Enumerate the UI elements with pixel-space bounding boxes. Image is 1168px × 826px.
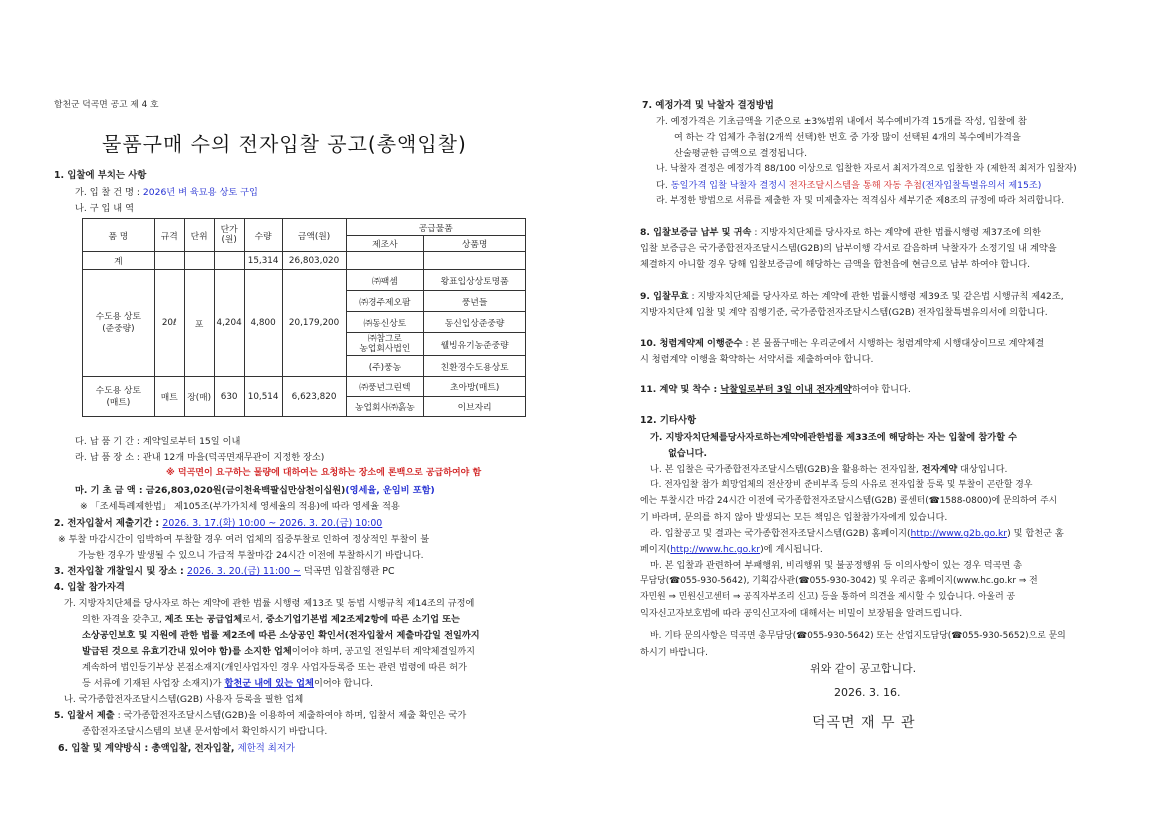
qualification-line-6: 등 서류에 기재된 사업장 소재지)가 합천군 내에 있는 업체이어야 합니다.: [82, 678, 374, 689]
other-ba-line-2: 하시기 바랍니다.: [640, 647, 708, 658]
row1-maker: ㈜경주제오팜: [346, 291, 424, 312]
row2-product: 초아방(매트): [424, 377, 526, 397]
qualification-g2b: 나. 국가종합전자조달시스템(G2B) 사용자 등록을 필한 업체: [64, 694, 304, 705]
qualification-line-1: 가. 지방자치단체를 당사자로 하는 계약에 관한 법률 시행령 제13조 및 동법 시행규칙 제14조의 규정에: [64, 598, 475, 609]
header-spec: 규격: [154, 219, 184, 252]
g2b-link[interactable]: http://www.g2b.go.kr: [910, 528, 1008, 539]
notice-number: 함천군 덕곡면 공고 제 4 호: [54, 100, 159, 110]
section-8-heading: 8. 입찰보증금 납부 및 귀속 : 지방자치단체를 당사자로 하는 계약에 관한 법률시행령 제37조에 의한: [640, 227, 1042, 238]
tax-note: ※ 「조세특례제한법」 제105조(부가가치세 영세율의 적용)에 따라 영세율 적용: [80, 501, 400, 512]
row2-amount: 6,623,820: [282, 377, 346, 417]
row1-amount: 20,179,200: [282, 270, 346, 377]
bid-item-name: 가. 입 찰 건 명 : 2026년 벼 육묘용 상토 구입: [75, 187, 258, 198]
header-maker: 제조사: [346, 236, 424, 252]
row1-price: 4,204: [214, 270, 244, 377]
other-da-line-3: 기 바라며, 문의를 하지 않아 발생되는 모든 책임은 입찰참가자에게 있습니다.: [640, 512, 948, 523]
header-supply: 공급물품: [346, 219, 525, 236]
section-9-line-2: 지방자치단체 입찰 및 계약 집행기준, 국가종합전자조달시스템(G2B) 전자입찰특별유의서에 의합니다.: [640, 307, 1048, 318]
qualification-line-2: 의한 자격을 갖추고, 제조 또는 공급업체로서, 중소기업기본법 제2조제2항에 따른 소기업 또는: [82, 614, 460, 625]
section-11-heading: 11. 계약 및 착수 : 낙찰일로부터 3일 이내 전자계약하여야 합니다.: [640, 384, 911, 395]
other-da-line-2: 에는 투찰시간 마감 24시간 이전에 국가종합전자조달시스템(G2B) 콜센터(☎1588-0800)에 문의하여 주시: [640, 496, 1058, 506]
other-ba-line-1: 바. 기타 문의사항은 덕곡면 총무담당(☎055-930-5642) 또는 산업지도담당(☎055-930-5652)으로 문의: [650, 631, 1066, 641]
submission-note-1: ※ 투찰 마감시간이 임박하여 투찰할 경우 여러 업체의 집중투찰로 인하여 정상적인 투찰이 불: [58, 534, 430, 545]
header-unit: 단위: [184, 219, 214, 252]
purchase-details-heading: 나. 구 입 내 역: [75, 203, 134, 214]
improper-submission: 라. 부정한 방법으로 서류를 제출한 자 및 미제출자는 적격심사 세부기준 제8조의 규정에 따라 처리합니다.: [656, 196, 1065, 206]
other-ra-line-2: 페이지(http://www.hc.go.kr)에 게시됩니다.: [640, 544, 823, 555]
total-qty: 15,314: [244, 252, 282, 270]
other-ra-line-1: 라. 입찰공고 및 결과는 국가종합전자조달시스템(G2B) 홈페이지(http://www.g2b.go.kr) 및 합천군 홈: [650, 528, 1064, 539]
other-ma-line-1: 마. 본 입찰과 관련하여 부패행위, 비리행위 및 불공정행위 등 이의사항이 있는 경우 덕곡면 총: [650, 560, 1023, 571]
row1-spec: 20ℓ: [154, 270, 184, 377]
submission-note-2: 가능한 경우가 발생될 수 있으니 가급적 투찰마감 24시간 이전에 투찰하시기 바랍니다.: [78, 550, 424, 561]
price-line-3: 산술평균한 금액으로 결정됩니다.: [674, 148, 808, 159]
row2-spec: 매트: [154, 377, 184, 417]
header-amount: 금액(원): [282, 219, 346, 252]
row1-product: 웰빙유기농준중량: [424, 333, 526, 356]
page-title: 물품구매 수의 전자입찰 공고(총액입찰): [102, 132, 467, 156]
section-3-heading: 3. 전자입찰 개찰일시 및 장소 : 2026. 3. 20.(금) 11:00 ~ 덕곡면 입찰집행관 PC: [54, 566, 395, 577]
row2-name: 수도용 상토 (매트): [83, 377, 155, 417]
notice-date: 2026. 3. 16.: [834, 686, 901, 699]
section-8-line-2: 입찰 보증금은 국가종합전자조달시스템(G2B)의 납부이행 각서로 갈음하며 낙찰자가 소정기일 내 계약을: [640, 243, 1057, 254]
total-amount: 26,803,020: [282, 252, 346, 270]
row1-product: 동신입상준중량: [424, 312, 526, 333]
tie-decision: 다. 동일가격 입찰 낙찰자 결정시 전자조달시스템을 통해 자동 추첨(전자입찰특별유의서 제15조): [656, 180, 1042, 191]
row2-qty: 10,514: [244, 377, 282, 417]
other-na: 나. 본 입찰은 국가종합전자조달시스템(G2B)을 활용하는 전자입찰, 전자계약 대상입니다.: [650, 464, 1008, 475]
row1-name: 수도용 상토 (준중량): [83, 270, 155, 377]
winner-decision: 나. 낙찰자 결정은 예정가격 88/100 이상으로 입찰한 자로서 최저가격으로 입찰한 자 (제한적 최저가 입찰자): [656, 164, 1077, 174]
row1-maker: ㈜동신상토: [346, 312, 424, 333]
signer: 덕곡면 재 무 관: [812, 715, 916, 731]
base-amount: 마. 기 초 금 액 : 금26,803,020원(금이천육백팔십만삼천이십원)(영세율, 운임비 포함): [75, 485, 435, 496]
row1-product: 풍년들: [424, 291, 526, 312]
row2-unit: 장(매): [184, 377, 214, 417]
section-6-heading: 6. 입찰 및 계약방식 : 총액입찰, 전자입찰, 제한적 최저가: [58, 743, 295, 754]
other-ma-line-3: 자민원 ⇒ 민원신고센터 ⇒ 공직자부조리 신고) 등을 통하여 의견을 제시할 수 있습니다. 아울러 공: [640, 592, 1016, 602]
qualification-line-5: 계속하여 법인등기부상 본점소재지(개인사업자인 경우 사업자등록증 또는 관련 법령에 따른 허가: [82, 662, 467, 673]
row1-product: 친환경수도용상토: [424, 356, 526, 377]
right-page: [584, 0, 1168, 826]
header-product: 상품명: [424, 236, 526, 252]
section-5-heading: 5. 입찰서 제출 : 국가종합전자조달시스템(G2B)을 이용하여 제출하여야 하며, 입찰서 제출 확인은 국가: [54, 710, 467, 721]
section-10-line-2: 시 청렴계약 이행을 확약하는 서약서를 제출하여야 합니다.: [640, 354, 874, 365]
price-line-2: 여 하는 각 업체가 추첨(2개씩 선택)한 번호 중 가장 많이 선택된 4개의 복수예비가격을: [674, 132, 1021, 143]
other-ga-line-2: 없습니다.: [668, 448, 707, 459]
price-line-1: 가. 예정가격은 기초금액을 기준으로 ±3%범위 내에서 복수예비가격 15개를 작성, 입찰에 참: [656, 116, 1027, 127]
header-name: 품 명: [83, 219, 155, 252]
other-ga-line-1: 가. 지방자치단체를당사자로하는계약에관한법률 제33조에 해당하는 자는 입찰에 참가할 수: [650, 432, 1018, 443]
section-5-text: 종합전자조달시스템의 보낸 문서함에서 확인하시기 바랍니다.: [82, 726, 328, 737]
row1-product: 왕표입상상토명품: [424, 270, 526, 291]
section-10-heading: 10. 청렴계약제 이행준수 : 본 물품구매는 우리군에서 시행하는 청렴계약제 시행대상이므로 계약체결: [640, 338, 1045, 349]
row1-unit: 포: [184, 270, 214, 377]
qualification-line-3: 소상공인보호 및 지원에 관한 법률 제2조에 따른 소상공인 확인서(전자입찰서 제출마감일 전일까지: [82, 630, 480, 641]
row1-maker: ㈜참그로 농업회사법인: [346, 333, 424, 356]
section-2-heading: 2. 전자입찰서 제출기간 : 2026. 3. 17.(화) 10:00 ~ 2026. 3. 20.(금) 10:00: [54, 518, 383, 529]
row2-price: 630: [214, 377, 244, 417]
row2-maker: 농업회사㈜흙농: [346, 397, 424, 417]
total-label: 계: [83, 252, 155, 270]
other-da-line-1: 다. 전자입찰 참가 희망업체의 전산장비 준비부족 등의 사유로 전자입찰 등록 및 투찰이 곤란할 경우: [650, 480, 1033, 490]
section-1-heading: 1. 입찰에 부치는 사항: [54, 170, 147, 181]
row1-maker: ㈜팩셈: [346, 270, 424, 291]
other-ma-line-2: 무담당(☎055-930-5642), 기획감사관(☎055-930-3042) 및 우리군 홈페이지(www.hc.go.kr ⇒ 전: [640, 576, 1038, 586]
other-ma-line-4: 익자신고자보호법에 따라 공익신고자에 대해서는 비밀이 보장됨을 알려드립니다.: [640, 608, 963, 619]
row2-product: 이브자리: [424, 397, 526, 417]
row2-maker: ㈜풍년그린텍: [346, 377, 424, 397]
row1-qty: 4,800: [244, 270, 282, 377]
delivery-period: 다. 납 품 기 간 : 계약일로부터 15일 이내: [75, 436, 241, 447]
section-4-heading: 4. 입찰 참가자격: [54, 582, 125, 593]
purchase-table: [82, 218, 526, 417]
header-price: 단가 (원): [214, 219, 244, 252]
header-qty: 수량: [244, 219, 282, 252]
qualification-line-4: 발급된 것으로 유효기간내 있어야 함)를 소지한 업체이어야 하며, 공고일 전일부터 계약체결일까지: [82, 646, 476, 657]
row1-maker: (주)풍농: [346, 356, 424, 377]
section-7-heading: 7. 예정가격 및 낙찰자 결정방법: [642, 100, 774, 111]
section-9-heading: 9. 입찰무효 : 지방자치단체를 당사자로 하는 계약에 관한 법률시행령 제39조 및 같은법 시행규칙 제42조,: [640, 291, 1064, 302]
hc-link[interactable]: http://www.hc.go.kr: [670, 544, 761, 555]
closing-text: 위와 같이 공고합니다.: [810, 662, 917, 675]
section-8-line-3: 체결하지 아니할 경우 당해 입찰보증금에 해당하는 금액을 합천읍에 현금으로 납부 하여야 합니다.: [640, 259, 1031, 270]
delivery-note: ※ 덕곡면이 요구하는 물량에 대하여는 요청하는 장소에 론백으로 공급하여야 함: [166, 468, 482, 478]
delivery-place: 라. 납 품 장 소 : 관내 12개 마을(덕곡면재무관이 지정한 장소): [75, 452, 325, 463]
section-12-heading: 12. 기타사항: [640, 415, 697, 426]
